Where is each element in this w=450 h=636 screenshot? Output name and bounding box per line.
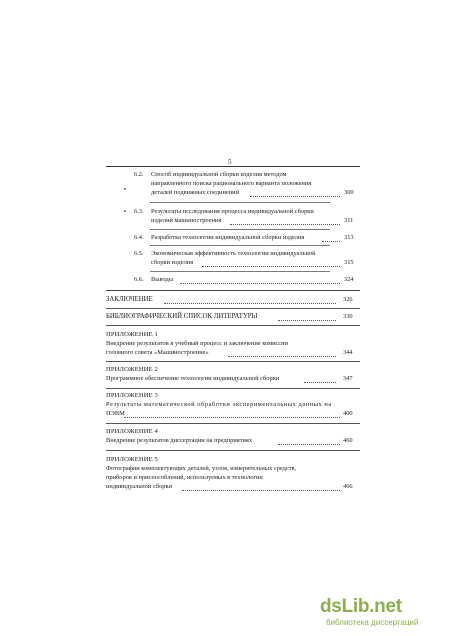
dot-leader — [182, 489, 340, 491]
toc-entry-page: 347 — [343, 375, 353, 382]
toc-entry-appendix-4[interactable] — [106, 437, 360, 446]
appendix-5-heading: ПРИЛОЖЕНИЕ 5 — [106, 456, 158, 463]
toc-entry-page: 313 — [344, 234, 354, 241]
toc-entry-page: 300 — [344, 189, 354, 196]
scan-mark — [124, 188, 126, 190]
dot-leader — [278, 319, 336, 321]
toc-entry-line: Выводы — [151, 276, 174, 283]
dot-leader — [250, 195, 340, 197]
toc-entry-page: 326 — [343, 296, 353, 303]
toc-entry-appendix-2[interactable] — [106, 375, 360, 384]
toc-entry-page: 324 — [344, 276, 354, 283]
separator — [150, 202, 330, 203]
separator — [106, 361, 360, 362]
separator — [106, 290, 360, 291]
toc-entry-line: Разработка технологии индивидуальной сборки изделия — [151, 234, 305, 241]
toc-entry-line: головного совета «Машиностроение» — [106, 349, 209, 356]
toc-entry-line: Фотографии комплектующих деталей, узлов, измерительных средств, — [106, 465, 297, 472]
toc-entry-6-4[interactable] — [134, 234, 360, 243]
toc-entry-line: Внедрение результатов в учебный процесс и заключение комиссии — [106, 340, 289, 347]
toc-entry-line: Внедрение результатов диссертации на предприятиях — [106, 437, 253, 444]
dot-leader — [164, 302, 336, 304]
toc-entry-line: направленного поиска рационального варианта положения — [151, 180, 312, 187]
toc-entry-6-6[interactable] — [134, 276, 360, 285]
toc-entry-page: 344 — [343, 349, 353, 356]
separator — [106, 388, 360, 389]
dot-leader — [304, 381, 336, 383]
toc-entry-number: 6.5. — [134, 250, 144, 257]
dslib-subtitle: библиотека диссертаций — [326, 618, 419, 627]
toc-entry-line: Результаты исследования процесса индивидуальной сборки — [151, 208, 314, 215]
toc-entry-line: приборов и приспособлений, используемых в технологии — [106, 474, 263, 481]
toc-entry-number: 6.2. — [134, 171, 144, 178]
separator — [106, 308, 360, 309]
scan-mark — [124, 210, 126, 212]
toc-entry-number: 6.6. — [134, 276, 144, 283]
toc-entry-page: 460 — [343, 437, 353, 444]
toc-entry-line: сборки изделия — [151, 259, 194, 266]
dslib-logo: dsLib.net — [320, 596, 402, 617]
toc-entry-6-5[interactable] — [134, 250, 360, 268]
toc-entry-page: 330 — [343, 313, 353, 320]
toc-entry-line: изделий машиностроения — [151, 217, 222, 224]
separator — [106, 423, 360, 424]
toc-entry-number: 6.4. — [134, 234, 144, 241]
separator — [150, 245, 330, 246]
toc-entry-6-2[interactable] — [134, 171, 360, 197]
toc-entry-line: Программное обеспечение технологии индивидуальной сборки — [106, 375, 280, 382]
header-rule — [106, 166, 360, 167]
dot-leader — [322, 240, 340, 242]
appendix-2-heading: ПРИЛОЖЕНИЕ 2 — [106, 366, 158, 373]
toc-entry-page: 466 — [343, 483, 353, 490]
toc-entry-line: ПЭВМ — [106, 410, 125, 417]
toc-entry-page: 400 — [343, 410, 353, 417]
dot-leader — [278, 443, 340, 445]
toc-entry-title: ЗАКЛЮЧЕНИЕ — [106, 296, 153, 303]
separator — [150, 229, 330, 230]
toc-entry-page: 315 — [344, 259, 354, 266]
toc-entry-line: Способ индивидуальной сборки изделия методом — [151, 171, 287, 178]
toc-entry-bibliography[interactable] — [106, 313, 360, 322]
dot-leader — [180, 282, 340, 284]
separator — [106, 325, 360, 326]
dslib-watermark[interactable] — [320, 596, 444, 632]
page-number: 5 — [228, 158, 232, 166]
toc-entry-conclusion[interactable] — [106, 296, 360, 305]
dot-leader — [230, 223, 340, 225]
separator — [106, 450, 360, 451]
appendix-1-heading: ПРИЛОЖЕНИЕ 1 — [106, 331, 158, 338]
separator — [150, 271, 330, 272]
appendix-3-heading: ПРИЛОЖЕНИЕ 3 — [106, 392, 158, 399]
appendix-4-heading: ПРИЛОЖЕНИЕ 4 — [106, 428, 158, 435]
dot-leader — [202, 265, 340, 267]
dot-leader — [228, 355, 336, 357]
toc-entry-title: БИБЛИОГРАФИЧЕСКИЙ СПИСОК ЛИТЕРАТУРЫ — [106, 313, 258, 320]
dot-leader — [124, 416, 340, 418]
toc-entry-appendix-3[interactable] — [106, 401, 360, 419]
toc-entry-6-3[interactable] — [134, 208, 360, 226]
toc-entry-line: Экономическая эффективность технологии индивидуальной — [151, 250, 316, 257]
toc-entry-line: индивидуальной сборки — [106, 483, 173, 490]
toc-entry-number: 6.3. — [134, 208, 144, 215]
toc-entry-appendix-5[interactable] — [106, 465, 360, 492]
toc-entry-line: деталей подвижных соединений — [151, 189, 239, 196]
toc-entry-line: Результаты математической обработки экспериментальных данных на — [106, 401, 332, 408]
toc-entry-page: 311 — [344, 217, 354, 224]
toc-entry-appendix-1[interactable] — [106, 340, 360, 358]
